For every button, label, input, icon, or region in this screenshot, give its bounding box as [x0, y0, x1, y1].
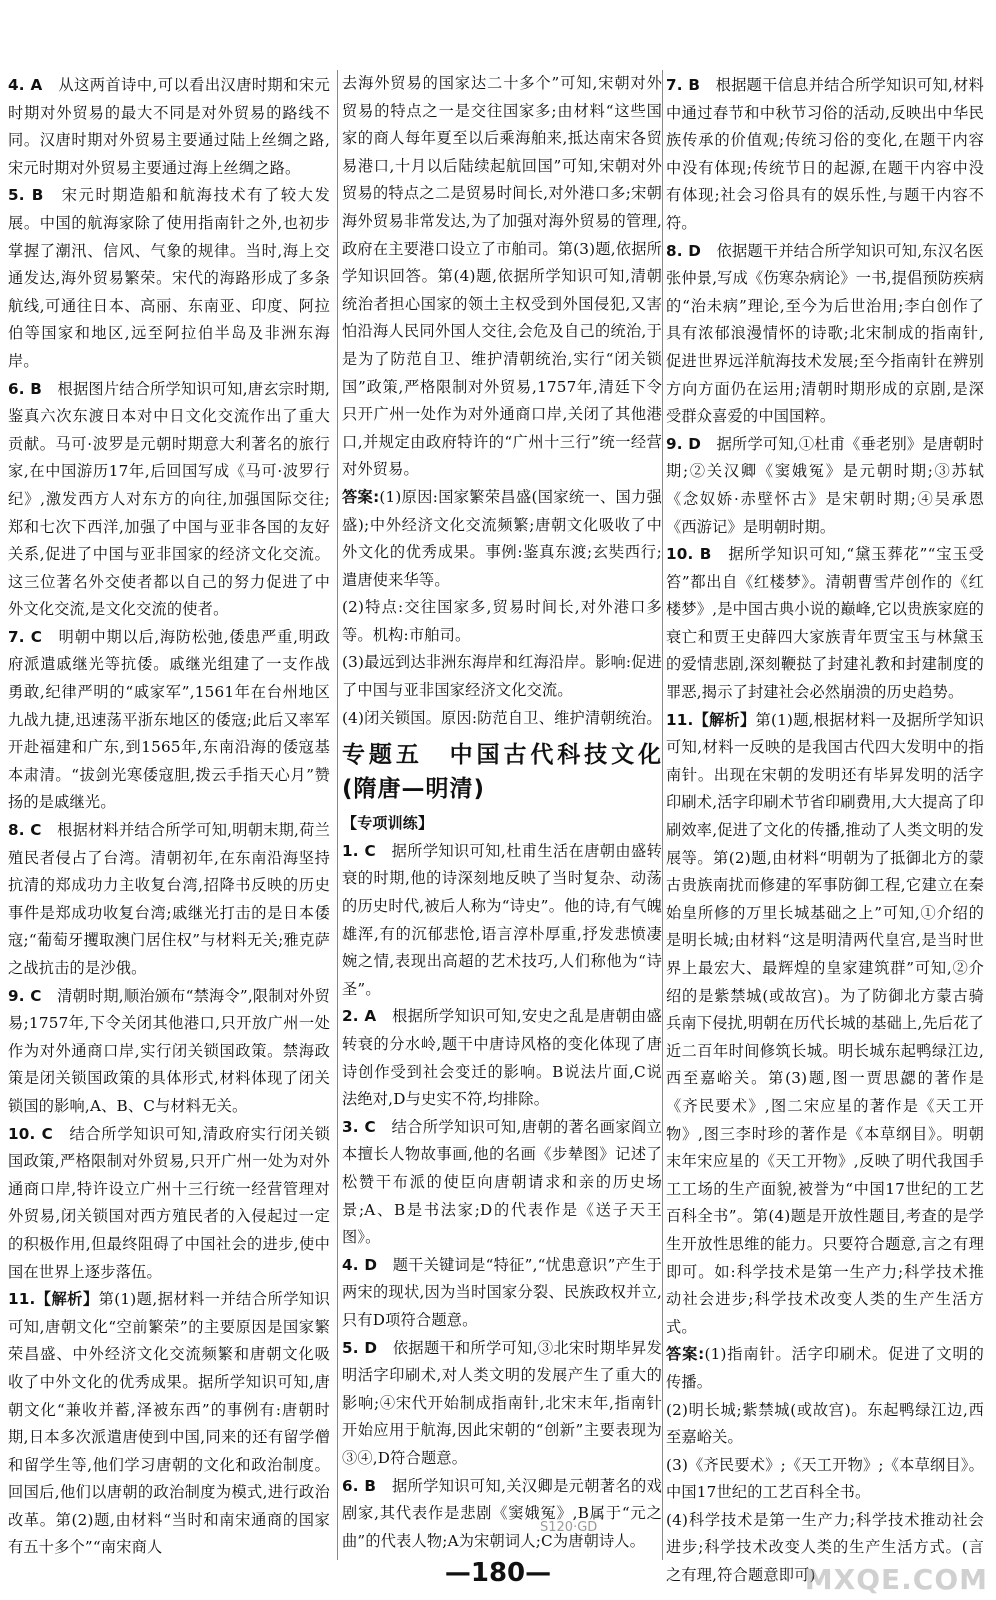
answer-line: (3)《齐民要术》;《天工开物》;《本草纲目》。中国17世纪的工艺百科全书。 [666, 1455, 984, 1502]
question-10: 10. C 结合所学知识可知,清政府实行闭关锁国政策,严格限制对外贸易,只开广州一处为对外通商口岸,特许设立广州十三行统一经营管理对外贸易,闭关锁国对西方殖民者的入侵起过一定的积极作用,但最终阻碍了中国社会的进步,使中国在世界上逐步落伍。 [8, 1124, 331, 1281]
section5-question-1: 1. C 据所学知识可知,杜甫生活在唐朝由盛转衰的时期,他的诗深刻地反映了当时复杂、动荡的历史时代,被后人称为“诗史”。他的诗,有气魄雄浑,有的沉郁悲怆,语言淳朴厚重,抒发悲愤凄婉之情,表现出高超的艺术技巧,人们称他为“诗圣”。 [342, 841, 662, 998]
question-9: 9. C 清朝时期,顺治颁布“禁海令”,限制对外贸易;1757年,下令关闭其他港口,只开放广州一处作为对外通商口岸,实行闭关锁国政策。禁海政策是闭关锁国政策的具体形式,材料体现了闭关锁国的影响,A、B、C与材料无关。 [8, 986, 331, 1115]
column-3 [666, 72, 984, 1590]
section5-question-5: 5. D 依据题干和所学可知,③北宋时期毕昇发明活字印刷术,对人类文明的发展产生了重大的影响;④宋代开始制成指南针,北宋末年,指南针开始应用于航海,因此宋朝的“创新”主要表现为③④,D符合题意。 [342, 1338, 663, 1467]
answer-line: (4)科学技术是第一生产力;科学技术推动社会进步;科学技术改变人类的生产生活方式。(言之有理,符合题意即可) [666, 1510, 984, 1585]
section5-question-3: 3. C 结合所学知识可知,唐朝的著名画家阎立本擅长人物故事画,他的名画《步辇图》记述了松赞干布派的使臣向唐朝请求和亲的历史场景;A、B是书法家;D的代表作是《送子天王图》。 [342, 1117, 662, 1247]
section-title: 专题五 中国古代科技文化(隋唐—明清) [342, 742, 662, 803]
answer-line: (3)最远到达非洲东海岸和红海沿岸。影响:促进了中国与亚非国家经济文化交流。 [342, 653, 662, 700]
section5-question-10: 10. B 据所学知识可知,“黛玉葬花”“宝玉受笞”都出自《红楼梦》。清朝曹雪芹创作的《红楼梦》,是中国古典小说的巅峰,它以贵族家庭的衰亡和贾王史薛四大家族青年贾宝玉与林黛玉的爱情悲剧,深刻鞭挞了封建礼教和封建制度的罪恶,揭示了封建社会必然崩溃的历史趋势。 [666, 545, 984, 702]
continued-analysis: 去海外贸易的国家达二十多个”可知,宋朝对外贸易的特点之一是交往国家多;由材料“这些国家的商人每年夏至以后乘海舶来,抵达南宋各贸易港口,十月以后陆续起航回国”可知,宋朝对外贸易的特点之二是贸易时间长,对外港口多;宋朝海外贸易非常发达,为了加强对海外贸易的管理,政府在主要港口设立了市舶司。第(3)题,依据所学知识回答。第(4)题,依据所学知识可知,清朝统治者担心国家的领土主权受到外国侵犯,又害怕沿海人民同外国人交往,会危及自己的统治,于是为了防范自卫、维护清朝统治,实行“闭关锁国”政策,严格限制对外贸易,1757年,清廷下令只开广州一处作为对外通商口岸,关闭了其他港口,并规定由政府特许的“广州十三行”统一经营对外贸易。 [342, 74, 662, 479]
column-divider-left [337, 70, 338, 1560]
site-watermark: MXQE.COM [804, 1563, 988, 1596]
question-6: 6. B 根据图片结合所学知识可知,唐玄宗时期,鉴真六次东渡日本对中日文化交流作出了重大贡献。马可·波罗是元朝时期意大利著名的旅行家,在中国游历17年,后回国写成《马可·波罗行纪》,激发西方人对东方的向往,加强国际交往;郑和七次下西洋,加强了中国与亚非各国的友好关系,促进了中国与亚非国家的经济文化交流。这三位著名外交使者都以自己的努力促进了中外文化交流,是文化交流的使者。 [8, 379, 330, 619]
section5-question-11-analysis: 11.【解析】第(1)题,根据材料一及据所学知识可知,材料一反映的是我国古代四大发明中的指南针。出现在宋朝的发明还有毕昇发明的活字印刷术,活字印刷术节省印刷费用,大大提高了印刷效率,促进了文化的传播,推动了人类文明的发展等。第(2)题,由材料“明朝为了抵御北方的蒙古贵族南扰而修建的军事防御工程,它建立在秦始皇所修的万里长城基础之上”可知,①介绍的是明长城;由材料“这是明清两代皇宫,是当时世界上最宏大、最辉煌的皇家建筑群”可知,②介绍的是紫禁城(或故宫)。为了防御北方蒙古骑兵南下侵扰,明朝在历代长城的基础上,先后花了近二百年时间修筑长城。明长城东起鸭绿江边,西至嘉峪关。第(3)题,图一贾思勰的著作是《齐民要术》,图二宋应星的著作是《天工开物》,图三李时珍的著作是《本草纲目》。明朝末年宋应星的《天工开物》,反映了明代我国手工工场的生产面貌,被誉为“中国17世纪的工艺百科全书”。第(4)题是开放性题目,考查的是学生开放性思维的能力。只要符合题意,言之有理即可。如:科学技术是第一生产力;科学技术推动社会进步;科学技术改变人类的生产生活方式。 [666, 710, 984, 1336]
question-5: 5. B 宋元时期造船和航海技术有了较大发展。中国的航海家除了使用指南针之外,也初步掌握了潮汛、信风、气象的规律。当时,海上交通发达,海外贸易繁荣。宋代的海路形成了多条航线,可通往日本、高丽、东南亚、印度、阿拉伯等国家和地区,远至阿拉伯半岛及非洲东海岸。 [8, 186, 330, 370]
section5-question-4: 4. D 题干关键词是“特征”,“忧患意识”产生于两宋的现状,因为当时国家分裂、民族政权并立,只有D项符合题意。 [342, 1255, 662, 1329]
section5-question-9: 9. D 据所学可知,①杜甫《垂老别》是唐朝时期;②关汉卿《窦娥冤》是元朝时期;③苏轼《念奴娇·赤壁怀古》是宋朝时期;④吴承恩《西游记》是明朝时期。 [666, 434, 985, 536]
question-11-analysis: 11.【解析】第(1)题,据材料一并结合所学知识可知,唐朝文化“空前繁荣”的主要原因是国家繁荣昌盛、中外经济文化交流频繁和唐朝文化吸收了中外文化的优秀成果。据所学知识可知,唐朝文化“兼收并蓄,泽被东西”的事例有:唐朝时期,日本多次派遣唐使到中国,同来的还有留学僧和留学生等,他们学习唐朝的文化和政治制度。回国后,他们以唐朝的政治制度为模式,进行政治改革。第(2)题,由材料“当时和南宋通商的国家有五十多个”“南宋商人 [8, 1290, 330, 1557]
question-8: 8. C 根据材料并结合所学可知,明朝末期,荷兰殖民者侵占了台湾。清朝初年,在东南沿海坚持抗清的郑成功力主收复台湾,招降书反映的历史事件是郑成功收复台湾;戚继光打击的是日本倭寇;“葡萄牙攫取澳门居住权”与材料无关;雅克萨之战抗击的是沙俄。 [8, 821, 330, 977]
page-number: —180— [444, 1558, 552, 1588]
column-divider-right [662, 70, 663, 1560]
answer-line: (2)特点:交往国家多,贸易时间长,对外港口多等。机构:市舶司。 [342, 598, 662, 644]
column-1 [8, 72, 330, 1562]
answer-line: (4)闭关锁国。原因:防范自卫、维护清朝统治。 [342, 708, 662, 727]
section5-question-8: 8. D 依据题干并结合所学知识可知,东汉名医张仲景,写成《伤寒杂病论》一书,提倡预防疾病的“治未病”理论,至今为后世治用;李白创作了具有浓郁浪漫情怀的诗歌;北宋制成的指南针,促进世界远洋航海技术发展;至今指南针在辨别方向方面仍在运用;清朝时期形成的京剧,是深受群众喜爱的中国国粹。 [666, 241, 985, 426]
column-2 [342, 70, 662, 1555]
question-7: 7. C 明朝中期以后,海防松弛,倭患严重,明政府派遣戚继光等抗倭。戚继光组建了一支作战勇敢,纪律严明的“戚家军”,1561年在台州地区九战九捷,迅速荡平浙东地区的倭寇;此后又率军开赴福建和广东,到1565年,东南沿海的倭寇基本肃清。“拔剑光寒倭寇胆,拨云手指天心月”赞扬的是戚继光。 [8, 627, 330, 812]
section5-question-7: 7. B 根据题干信息并结合所学知识可知,材料中通过春节和中秋节习俗的活动,反映出中华民族传承的价值观;传统习俗的变化,在题干内容中没有体现;传统节日的起源,在题干内容中没有体现;社会习俗具有的娱乐性,与题干内容不符。 [666, 76, 984, 232]
question-4: 4. A 从这两首诗中,可以看出汉唐时期和宋元时期对外贸易的最大不同是对外贸易的路线不同。汉唐时期对外贸易主要通过陆上丝绸之路,宋元时期对外贸易主要通过海上丝绸之路。 [8, 76, 330, 177]
answer-block-11: 答案:(1)原因:国家繁荣昌盛(国家统一、国力强盛);中外经济文化交流频繁;唐朝文化吸收了中外文化的优秀成果。事例:鉴真东渡;玄奘西行;遣唐使来华等。 [342, 487, 662, 589]
sub-title: 【专项训练】 [342, 814, 434, 833]
section5-question-6: 6. B 据所学知识可知,关汉卿是元朝著名的戏剧家,其代表作是悲剧《窦娥冤》,B属于“元之曲”的代表人物;A为宋朝词人;C为唐朝诗人。 [342, 1476, 662, 1550]
section5-question-2: 2. A 根据所学知识可知,安史之乱是唐朝由盛转衰的分水岭,题干中唐诗风格的变化体现了唐诗创作受到社会变迁的影响。B说法片面,C说法绝对,D与史实不符,均排除。 [342, 1007, 662, 1109]
answer-line: (2)明长城;紫禁城(或故宫)。东起鸭绿江边,西至嘉峪关。 [666, 1400, 984, 1447]
answer-block-11: 答案:(1)指南针。活字印刷术。促进了文明的传播。 [666, 1345, 984, 1391]
print-code: S120·GD [540, 1520, 598, 1535]
